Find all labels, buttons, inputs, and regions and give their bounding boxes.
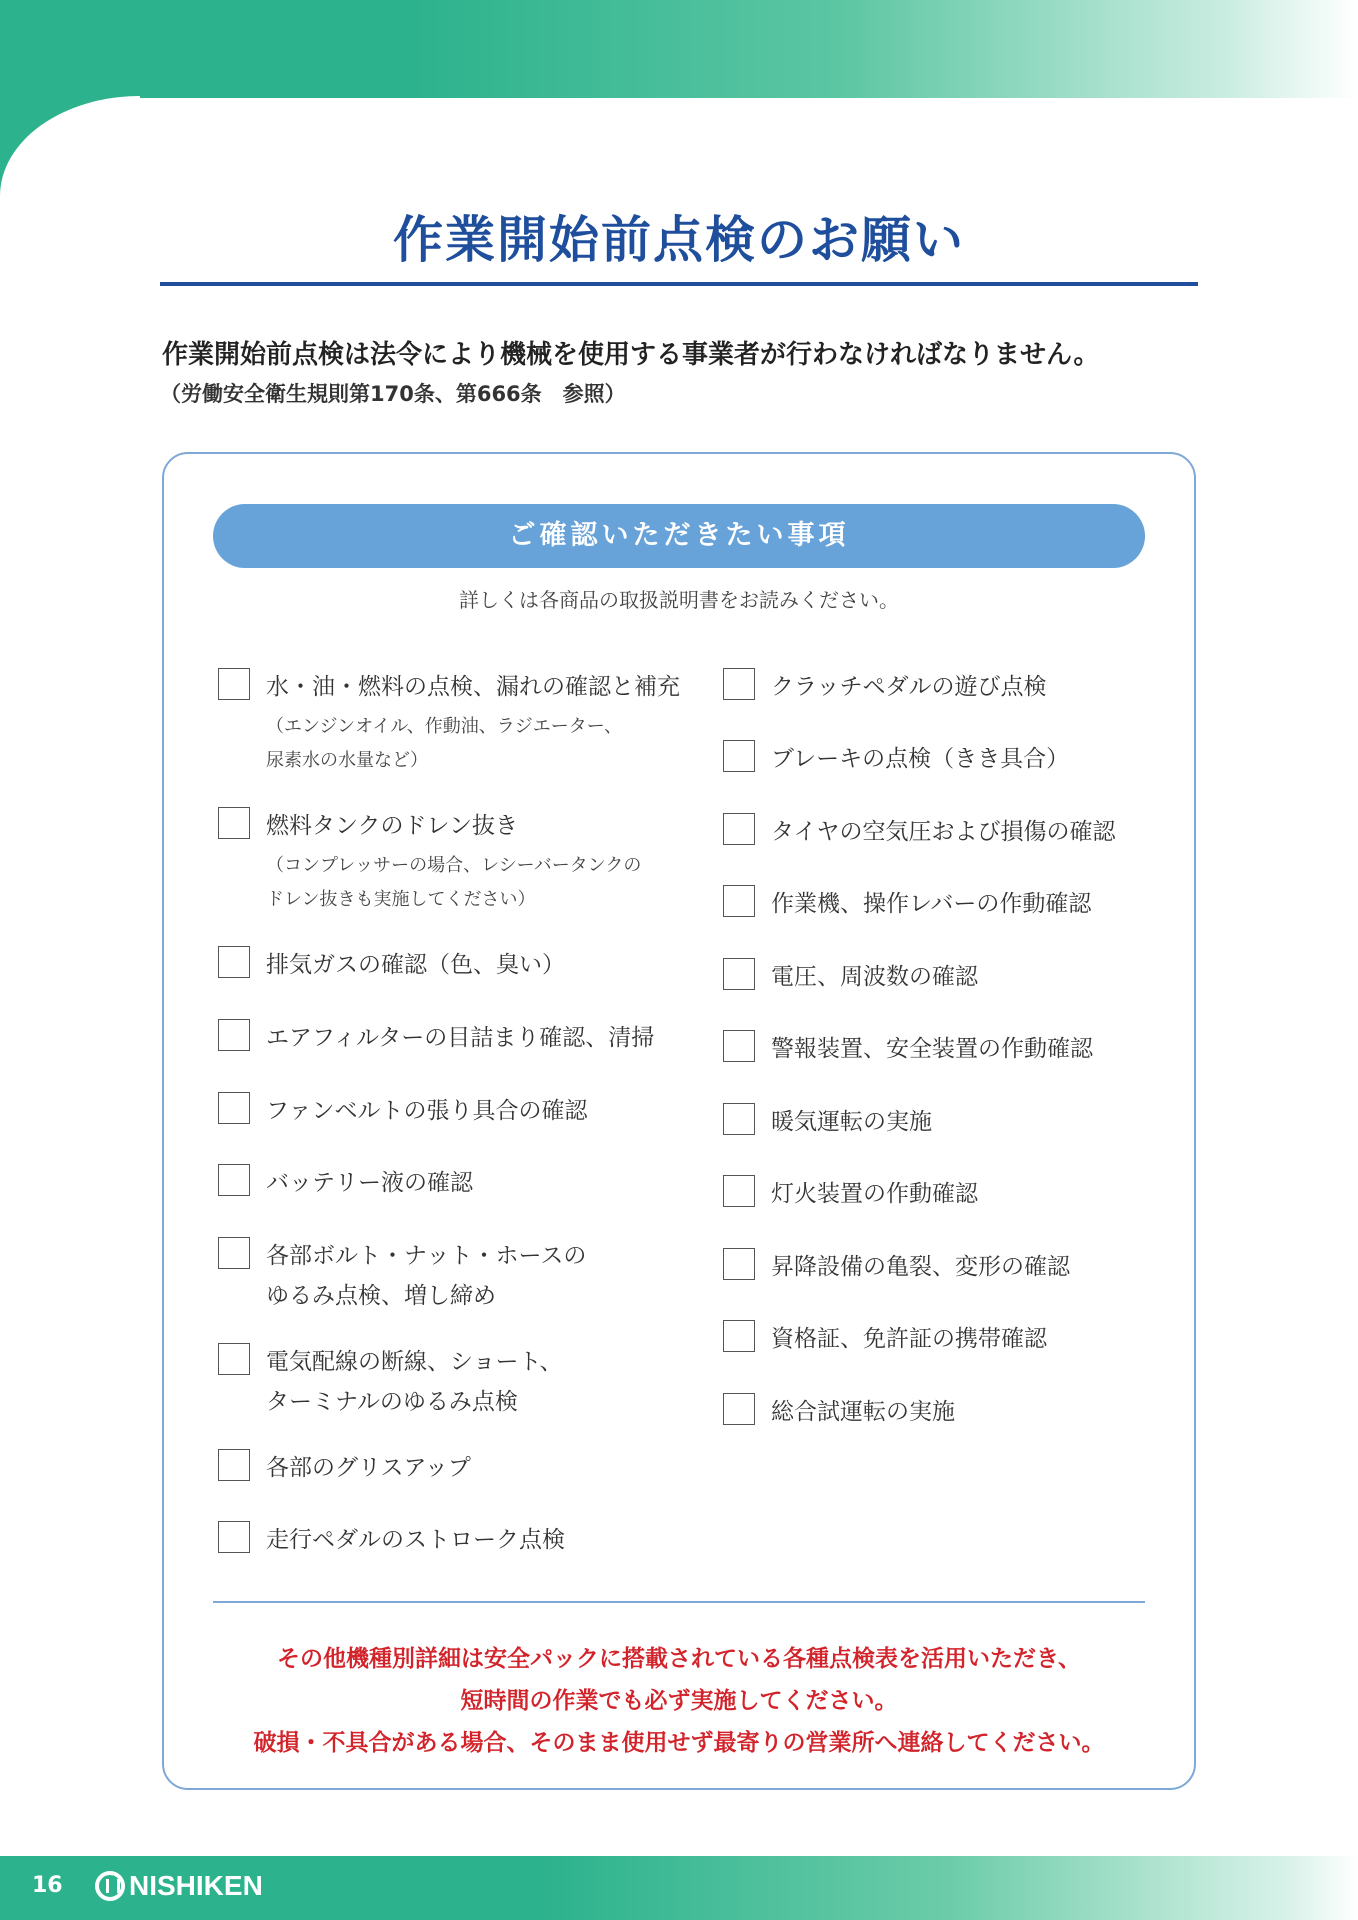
header-band [0,0,1358,98]
checkbox[interactable] [218,668,250,700]
checkbox[interactable] [723,813,755,845]
checkbox[interactable] [218,1449,250,1481]
check-item-label: 作業機、操作レバーの作動確認 [771,891,1092,917]
check-item-label: 暖気運転の実施 [771,1109,932,1135]
checkbox[interactable] [218,1237,250,1269]
checkbox[interactable] [723,668,755,700]
checkbox[interactable] [723,1103,755,1135]
check-item-note: 尿素水の水量など） [266,750,428,771]
check-item-label: 電圧、周波数の確認 [771,964,978,990]
checkbox[interactable] [723,1320,755,1352]
checkbox[interactable] [723,1030,755,1062]
checkbox[interactable] [723,885,755,917]
check-item-label: クラッチペダルの遊び点検 [771,674,1047,700]
header-curve [0,96,140,196]
check-item-label: ブレーキの点検（きき具合） [771,746,1070,772]
checklist-heading: ご確認いただきたい事項 [213,504,1145,568]
check-item-label-line2: ゆるみ点検、増し締め [266,1283,496,1309]
check-item-label-line2: ターミナルのゆるみ点検 [266,1389,518,1415]
checkbox[interactable] [218,1343,250,1375]
checkbox[interactable] [723,740,755,772]
warning-text: 破損・不具合がある場合、そのまま使用せず最寄りの営業所へ連絡してください。 [253,1730,1105,1756]
check-item-note: ドレン抜きも実施してください） [266,889,536,910]
check-item-label: 排気ガスの確認（色、臭い） [266,952,565,978]
lead-text: 作業開始前点検は法令により機械を使用する事業者が行わなければなりません。 [162,340,1100,370]
check-item-label: タイヤの空気圧および損傷の確認 [771,819,1116,845]
checkbox[interactable] [218,1521,250,1553]
checkbox[interactable] [218,1019,250,1051]
check-item-label: 灯火装置の作動確認 [771,1181,978,1207]
check-item-label: 走行ペダルのストローク点検 [266,1527,565,1553]
checkbox[interactable] [218,946,250,978]
check-item-label: バッテリー液の確認 [266,1170,473,1196]
brand-name: NISHIKEN [129,1870,263,1901]
law-reference: （労働安全衛生規則第170条、第666条 参照） [160,382,626,406]
check-item-note: （コンプレッサーの場合、レシーバータンクの [266,855,642,876]
check-item-label: 昇降設備の亀裂、変形の確認 [771,1254,1070,1280]
page-title: 作業開始前点検のお願い [393,211,965,269]
checkbox[interactable] [723,958,755,990]
check-item-label: 各部のグリスアップ [266,1455,471,1481]
page-number: 16 [32,1873,63,1898]
check-item-label: 電気配線の断線、ショート、 [266,1349,563,1375]
check-item-label: 資格証、免許証の携帯確認 [771,1326,1047,1352]
panel-divider [213,1601,1145,1603]
checkbox[interactable] [218,1164,250,1196]
check-item-note: （エンジンオイル、作動油、ラジエーター、 [266,716,623,737]
check-item-label: 水・油・燃料の点検、漏れの確認と補充 [266,674,680,700]
title-underline [160,282,1198,286]
checkbox[interactable] [218,1092,250,1124]
check-item-label: 各部ボルト・ナット・ホースの [266,1243,587,1269]
checkbox[interactable] [218,807,250,839]
checkbox[interactable] [723,1175,755,1207]
manual-note: 詳しくは各商品の取扱説明書をお読みください。 [459,588,899,612]
check-item-label: エアフィルターの目詰まり確認、清掃 [266,1025,655,1051]
check-item-label: 総合試運転の実施 [771,1399,955,1425]
brand-logo [95,1868,263,1904]
logo-mark-icon [95,1871,125,1901]
check-item-label: 燃料タンクのドレン抜き [266,813,518,839]
checkbox[interactable] [723,1393,755,1425]
check-item-label: 警報装置、安全装置の作動確認 [771,1036,1093,1062]
warning-text: その他機種別詳細は安全パックに搭載されている各種点検表を活用いただき、 [276,1646,1082,1672]
check-item-label: ファンベルトの張り具合の確認 [266,1098,588,1124]
warning-text: 短時間の作業でも必ず実施してください。 [460,1688,898,1714]
checkbox[interactable] [723,1248,755,1280]
